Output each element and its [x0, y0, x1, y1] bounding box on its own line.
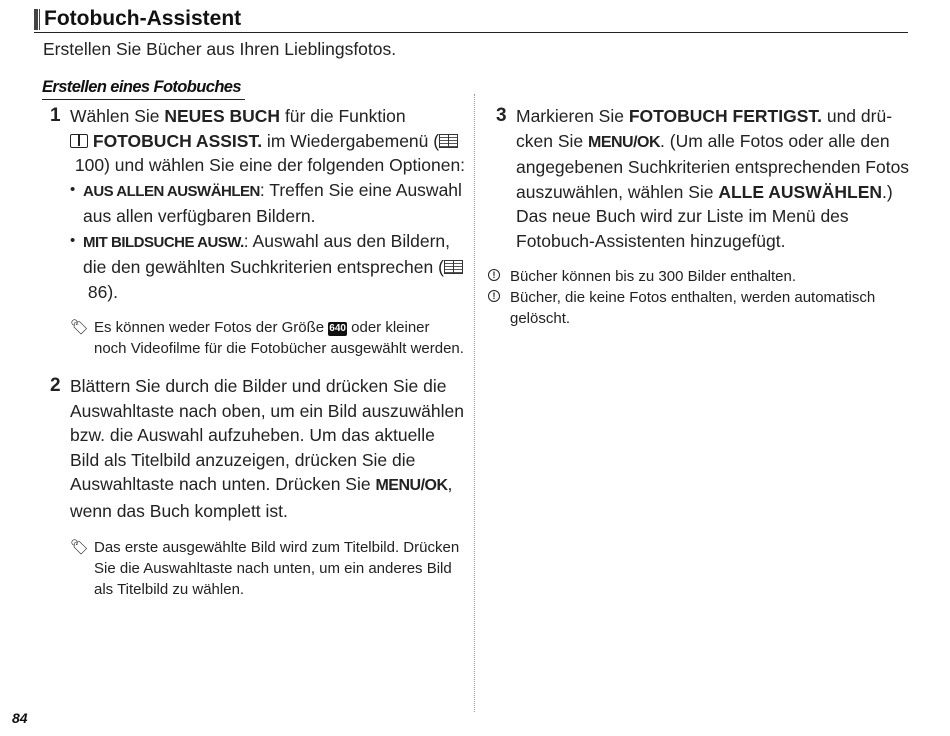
list-item: • AUS ALLEN AUSWÄHLEN: Treffen Sie eine Auswahl aus allen verfügbaren Bildern.	[70, 178, 466, 229]
step-number: 3	[496, 105, 507, 126]
option-alle-auswaehlen: ALLE AUSWÄHLEN	[718, 181, 883, 202]
left-column	[50, 104, 466, 600]
caution-icon: !	[488, 290, 500, 302]
step-2: 2 Blättern Sie durch die Bilder und drücken Sie die Auswahltaste nach oben, um ein Bild auszuwählen bzw. die Auswahl aufzuheben. Um das aktuelle Bild als Titelbild anzuzeigen, drücken Sie die Auswahltaste nach unten. Drücken Sie MENU/OK, wenn das Buch komplett ist. 🏷 Das erste ausgewählte Bild wird zum Titelbild. Drücken Sie die Auswahltaste nach unten, um ein anderes Bild als Titelbild zu wählen.	[50, 375, 464, 598]
caution-item: ! Bücher, die keine Fotos enthalten, werden automatisch gelöscht.	[488, 287, 914, 329]
tag-note-icon: 🏷	[70, 319, 90, 336]
page-title-bar	[34, 6, 908, 33]
page-reference-icon	[444, 260, 463, 274]
option-list	[70, 178, 466, 305]
menu-ok-key: MENU/OK	[375, 477, 448, 494]
list-item: • MIT BILDSUCHE AUSW.: Auswahl aus den Bildern, die den gewählten Suchkriterien entsprechen ( 86).	[70, 229, 466, 305]
option-mit-bildsuche-ausw: MIT BILDSUCHE AUSW.	[83, 233, 244, 251]
menu-fotobuch-assist: FOTOBUCH ASSIST.	[92, 130, 263, 151]
step-1: 1 Wählen Sie NEUES BUCH für die Funktion FOTOBUCH ASSIST. im Wiedergabemenü ( 100) und wählen Sie eine der folgenden Optionen: • AUS ALLEN AUSWÄHLEN: Treffen Sie eine Auswahl aus allen verfügbaren Bildern. • MIT BILDSUCHE AUSW.: Auswahl aus den Bildern, die den gewählten Suchkriterien entsprechen ( 86). 🏷 Es können weder Fotos der Größe 640 oder kleiner noch Videofilme für die Fotobücher ausgewählt werden.	[50, 104, 466, 359]
option-fotobuch-fertigst: FOTOBUCH FERTIGST.	[628, 106, 822, 126]
option-aus-allen-auswaehlen: AUS ALLEN AUSWÄHLEN	[83, 182, 260, 200]
tag-note-icon: 🏷	[70, 539, 90, 556]
step-number: 1	[50, 105, 61, 126]
step-3: 3 Markieren Sie FOTOBUCH FERTIGST. und drücken Sie MENU/OK. (Um alle Fotos oder alle den angegebenen Suchkriterien entsprechenden Fotos auszuwählen, wählen Sie ALLE AUSWÄHLEN.) Das neue Buch wird zur Liste im Menü des Fotobuch-Assistenten hinzugefügt.	[496, 105, 910, 251]
caution-icon: !	[488, 269, 500, 281]
caution-list	[488, 266, 914, 329]
menu-ok-key: MENU/OK	[587, 133, 661, 151]
option-neues-buch: NEUES BUCH	[164, 106, 281, 126]
page-title: Fotobuch-Assistent	[44, 7, 242, 30]
page-number: 84	[12, 710, 28, 726]
column-divider	[474, 94, 475, 712]
note-2: 🏷 Das erste ausgewählte Bild wird zum Titelbild. Drücken Sie die Auswahltaste nach unten, um ein anderes Bild als Titelbild zu wählen.	[70, 539, 460, 598]
step-number: 2	[50, 375, 61, 396]
image-size-icon: 640	[329, 323, 346, 334]
page-reference-icon	[439, 134, 458, 148]
caution-item: ! Bücher können bis zu 300 Bilder enthalten.	[488, 266, 914, 287]
note-1: 🏷 Es können weder Fotos der Größe 640 oder kleiner noch Videofilme für die Fotobücher ausgewählt werden.	[70, 319, 464, 357]
page-subtitle: Erstellen Sie Bücher aus Ihren Lieblingsfotos.	[43, 39, 397, 59]
section-heading: Erstellen eines Fotobuches	[42, 78, 245, 100]
right-column	[492, 104, 914, 329]
title-marker	[34, 9, 39, 30]
playback-menu-book-icon	[70, 134, 88, 148]
